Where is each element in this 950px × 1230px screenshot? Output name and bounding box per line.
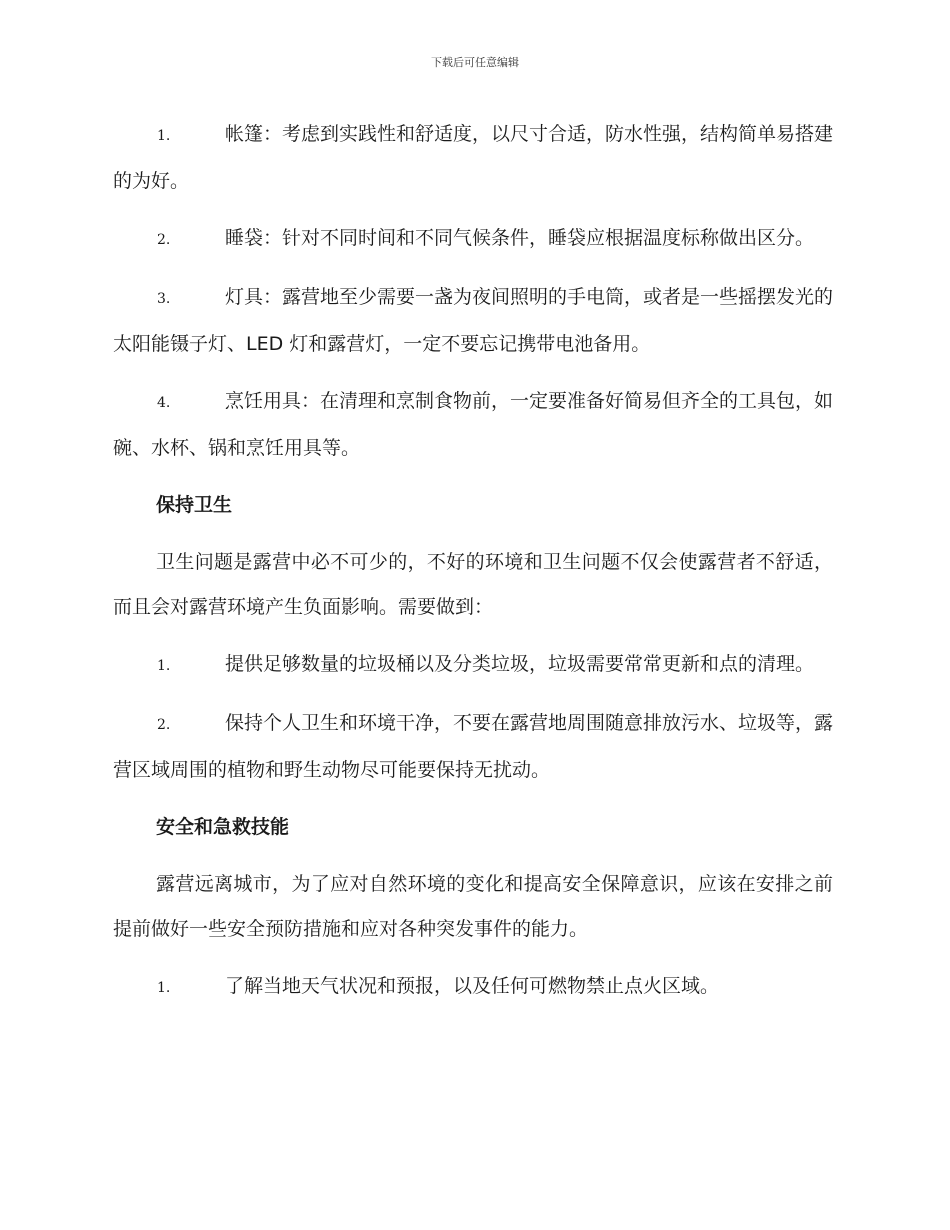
list-number: 1.: [157, 980, 171, 996]
list-item: [113, 964, 833, 1011]
list-text: 烹饪用具：在清理和烹制食物前，一定要准备好简易但齐全的工具包，如碗、水杯、锅和烹饪用具等。: [113, 390, 834, 459]
list-text: 睡袋：针对不同时间和不同气候条件，睡袋应根据温度标称做出区分。: [225, 227, 815, 249]
list-item: [113, 216, 833, 263]
list-number: 2.: [157, 717, 171, 733]
list-number: 1.: [157, 658, 171, 674]
list-item: [113, 275, 833, 367]
list-number: 2.: [157, 232, 171, 248]
list-item: [113, 112, 833, 204]
section-heading-safety: 安全和急救技能: [156, 816, 290, 838]
section-heading-hygiene: 保持卫生: [156, 494, 233, 516]
list-text: 灯具：露营地至少需要一盏为夜间照明的手电筒，或者是一些摇摆发光的太阳能镊子灯、LED 灯和露营灯，一定不要忘记携带电池备用。: [113, 286, 834, 355]
list-text: 帐篷：考虑到实践性和舒适度，以尺寸合适，防水性强，结构简单易搭建的为好。: [113, 123, 834, 192]
list-number: 4.: [157, 395, 171, 411]
page-header: 下载后可任意编辑: [431, 56, 519, 69]
document-body: [113, 112, 833, 1023]
list-item: [113, 379, 833, 471]
list-item: [113, 701, 833, 793]
list-item: [113, 642, 833, 689]
list-number: 1.: [157, 128, 171, 144]
safety-intro-paragraph: 露营远离城市，为了应对自然环境的变化和提高安全保障意识，应该在安排之前提前做好一些安全预防措施和应对各种突发事件的能力。: [113, 873, 833, 940]
list-text: 提供足够数量的垃圾桶以及分类垃圾，垃圾需要常常更新和点的清理。: [225, 653, 815, 675]
list-text: 了解当地天气状况和预报，以及任何可燃物禁止点火区域。: [225, 975, 720, 997]
list-text: 保持个人卫生和环境干净，不要在露营地周围随意排放污水、垃圾等，露营区域周围的植物和野生动物尽可能要保持无扰动。: [113, 712, 834, 781]
hygiene-intro-paragraph: 卫生问题是露营中必不可少的，不好的环境和卫生问题不仅会使露营者不舒适，而且会对露营环境产生负面影响。需要做到：: [113, 551, 833, 618]
list-number: 3.: [157, 291, 171, 307]
